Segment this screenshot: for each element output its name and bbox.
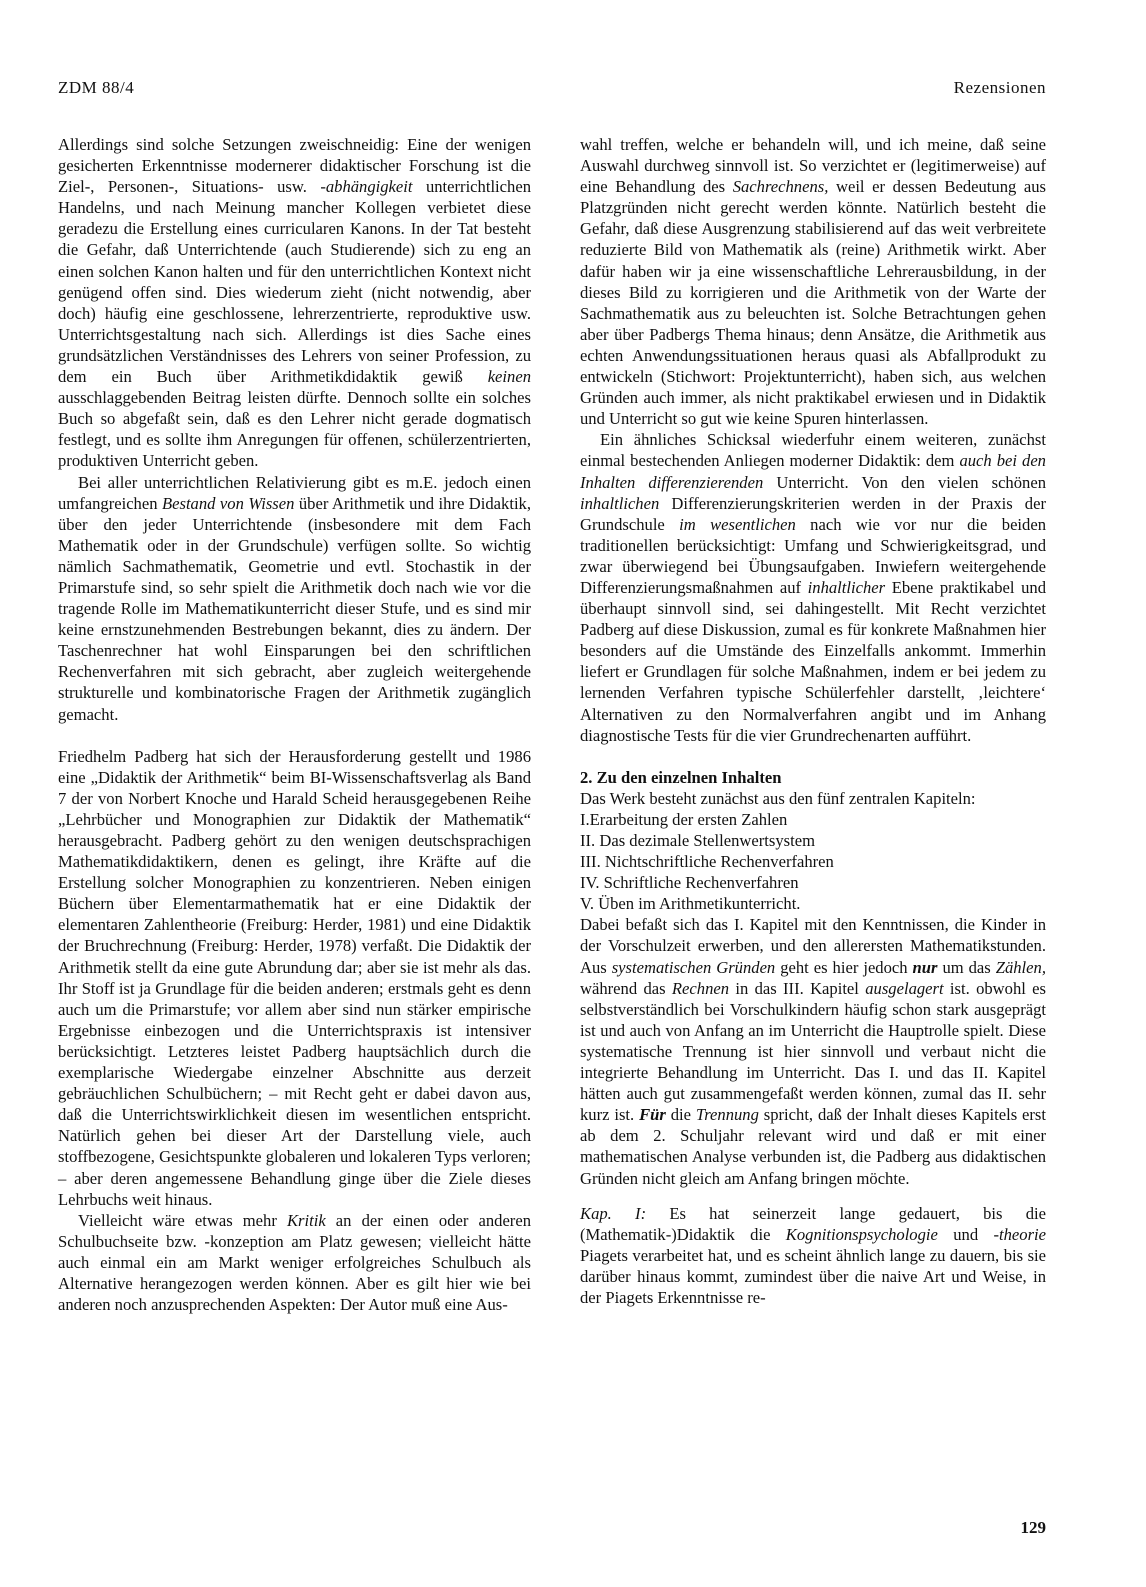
right-column	[580, 134, 1046, 1308]
emphasis: -theorie	[993, 1224, 1046, 1244]
paragraph	[580, 914, 1046, 1188]
emphasis: inhaltlicher	[807, 577, 886, 597]
text-run: Ebene praktikabel und überhaupt sinnvoll sind, sei dahingestellt. Mit Recht verzichtet Padberg auf diese Diskussion, zumal es für konkrete Maßnahmen hier besonders auf die Umstände des Einzelfalls ankommt. Immerhin liefert er Grundlagen für solche Maßnahmen, indem er bei jedem zu lernenden Verfahren typische Schülerfehler darstellt, ‚leichtere‘ Alternativen zu den Normalverfahren angibt und im Anhang diagnostische Tests für die vier Grundrechenarten aufführt.	[580, 577, 1046, 745]
paragraph-gap	[58, 725, 531, 746]
paragraph	[580, 429, 1046, 745]
section-heading: 2. Zu den einzelnen Inhalten	[580, 767, 782, 787]
text-run: Piagets verarbeitet hat, und es scheint ähnlich lange zu dauern, bis sie darüber hinaus kommt, zumindest über die naive Art und Weise, in der Piagets Erkenntnisse re-	[580, 1245, 1046, 1307]
page-number: 129	[1020, 1518, 1046, 1537]
text-run: während das	[580, 978, 672, 998]
text-run: über Arithmetik und ihre Didaktik, über den jeder Unterrichtende (insbesondere mit dem Fach Mathematik oder in der Grundschule) verfügen sollte. So wichtig nämlich Sachmathematik, Geometrie und evtl. Stochastik in der Primarstufe sind, so sehr spielt die Arithmetik doch nach wie vor die tragende Rolle im Mathematikunterricht dieser Stufe, und es sind mir keine ernstzunehmenden Bestrebungen bekannt, dies zu ändern. Der Taschenrechner hat wohl Einsparungen bei den schriftlichen Rechenverfahren mit sich gebracht, aber zugleich weitergehende strukturelle und kombinatorische Fragen der Arithmetik zugänglich gemacht.	[58, 493, 531, 724]
chapter-label: Kap. I:	[580, 1203, 647, 1223]
text-run: Bei aller unterrichtlichen Relativierung gibt es m.E. jedoch einen umfangreichen	[58, 472, 531, 513]
text-run: an der einen oder anderen Schulbuchseite bzw. -konzeption am Platz gewesen; vielleicht hätte auch einmal ein am Markt weniger erfolgreiches Schulbuch als Alternative herangezogen werden können. Aber es gilt hier wie bei anderen noch anzusprechenden Aspekten: Der Autor muß eine Aus-	[58, 1210, 532, 1315]
paragraph	[58, 1210, 531, 1315]
text-run: Unterricht. Von den vielen schönen	[763, 472, 1046, 492]
journal-header: ZDM 88/4	[58, 78, 135, 97]
emphasis: Bestand von Wissen	[161, 493, 295, 513]
chapter-item: V. Üben im Arithmetikunterricht.	[580, 894, 801, 914]
text-run: Differenzierungskriterien werden in der Praxis der Grundschule	[580, 493, 1046, 534]
paragraph: Friedhelm Padberg hat sich der Herausforderung gestellt und 1986 eine „Didaktik der Arithmetik“ beim BI-Wissenschaftsverlag als Band 7 der von Norbert Knoche und Harald Scheid herausgegebenen Reihe „Lehrbücher und Monographien zur Didaktik der Mathematik“ herausgebracht. Padberg gehört zu den wenigen deutschsprachigen Mathematikdidaktikern, denen es gelingt, ihre Kräfte auf die Erstellung solcher Monographien zu konzentrieren. Neben einigen Büchern über Elementarmathematik hat er eine Didaktik der elementaren Zahlentheorie (Freiburg: Herder, 1981) und eine Didaktik der Bruchrechnung (Freiburg: Herder, 1978) verfaßt. Die Didaktik der Arithmetik stellt da eine gute Abrundung dar; aber sie ist mehr als das. Ihr Stoff ist ja Grundlage für die beiden anderen; erstmals geht es denn auch um die Primarstufe; vor allem aber sind nun stärker empirische Ergebnisse einbezogen und die Unterrichtspraxis ist intensiver berücksichtigt. Letzteres leistet Padberg hauptsächlich durch die exemplarische Wiedergabe einzelner Abschnitte aus derzeit gebräuchlichen Schulbüchern; – mit Recht geht er dabei davon aus, daß die Unterrichtswirklichkeit diesen im wesentlichen entspricht. Natürlich gehen bei dieser Art der Darstellung viele, auch stoffbezogene, Gesichtspunkte globaleren und lokaleren Typs verloren; – aber deren angemessene Behandlung ginge über die Ziele dieses Lehrbuchs weit hinaus.	[58, 746, 531, 1209]
text-run: Ein ähnliches Schicksal wiederfuhr einem weiteren, zunächst einmal bestechenden Anliegen moderner Didaktik: dem	[580, 430, 1046, 471]
paragraph	[58, 134, 531, 472]
text-run: unterrichtlichen Handelns, und nach Meinung mancher Kollegen verbietet diese geradezu die Erstellung eines curricularen Kanons. In der Tat besteht die Gefahr, daß Unterrichtende (auch Studierende) sich zu eng an einen solchen Kanon halten und für den unterrichtlichen Kontext nicht genügend offen sind. Dies wiederum zieht (nicht notwendig, aber doch) häufig eine geschlossene, lehrerzentrierte, reproduktive usw. Unterrichtsgestaltung nach sich. Allerdings ist dies Sache eines grundsätzlichen Verständnisses des Lehrers von seiner Profession, zu dem ein Buch über Arithmetikdidaktik gewiß	[58, 177, 531, 387]
text-run: ist. obwohl es selbstverständlich bei Vorschulkindern häufig schon stark ausgeprägt ist und auch von Anfang an im Unterricht die Hauptrolle spielt. Diese systematische Trennung ist hier sinnvoll und verbaut nicht die integrierte Behandlung im Unterricht. Das I. und das II. Kapitel hätten auch gut zusammengefaßt werden können, zumal das II. sehr kurz ist.	[580, 978, 1047, 1125]
emphasis: Rechnen	[671, 978, 730, 998]
text-run: Allerdings sind solche Setzungen zweischneidig: Eine der wenigen gesicherten Erkenntnisse modernerer didaktischer Forschung ist die Ziel-, Personen-, Situations- usw.	[58, 135, 531, 197]
text-run: Vielleicht wäre etwas mehr	[78, 1210, 287, 1230]
paragraph	[580, 1203, 1046, 1308]
emphasis: im wesentlichen	[679, 514, 796, 534]
paragraph	[580, 134, 1046, 429]
emphasis: Trennung	[695, 1105, 759, 1125]
text-run: geht es hier jedoch	[775, 957, 913, 977]
emphasis: systematischen Gründen	[611, 957, 776, 977]
chapter-list	[580, 809, 1046, 914]
left-column	[58, 134, 531, 1315]
text-run: nach wie vor nur die beiden traditionellen berücksichtigt: Umfang und Schwierigkeitsgrad, und zwar überwiegend bei Übungsaufgaben. Inwiefern weitergehende Differenzierungsmaßnahmen auf	[580, 514, 1046, 597]
emphasis: Kognitionspsychologie	[785, 1224, 938, 1244]
emphasis: -abhängigkeit	[320, 177, 413, 197]
emphasis: Zählen,	[995, 957, 1046, 977]
text-run: in das III. Kapitel	[729, 978, 866, 998]
chapter-item: I.Erarbeitung der ersten Zahlen	[580, 809, 788, 829]
text-run: wahl treffen, welche er behandeln will, und ich meine, daß seine Auswahl durchweg sinnvoll ist. So verzichtet er (legitimerweise) auf eine Behandlung des	[580, 135, 1046, 197]
paragraph	[58, 472, 531, 725]
text-run: Es hat seinerzeit lange gedauert, bis die (Mathematik-)Didaktik die	[580, 1203, 1046, 1244]
emphasis: keinen	[487, 367, 531, 387]
text-run: weil er dessen Bedeutung aus Platzgründen nicht gerecht werden könnte. Natürlich besteht die Gefahr, daß diese Ausgrenzung stabilisierend auf das weit verbreitete reduzierte Bild von Mathematik als (reine) Arithmetik wirkt. Aber dafür haben wir ja eine wissenschaftliche Lehrerausbildung, in der dieses Bild zu korrigieren und die Arithmetik von der Warte der Sachmathematik aus zu beleuchten ist. Solche Betrachtungen gehen aber über Padbergs Thema hinaus; denn Ansätze, die Arithmetik aus echten Anwendungssituationen heraus quasi als Abfallprodukt zu entwickeln (Stichwort: Projektunterricht), haben sich, aus welchen Gründen auch immer, als nicht praktikabel erwiesen und in Didaktik und Unterricht so gut wie keine Spuren hinterlassen.	[580, 177, 1046, 429]
text-run: die	[665, 1105, 696, 1125]
text-run: Dabei befaßt sich das I. Kapitel mit den Kenntnissen, die Kinder in der Vorschulzeit erwerben, und den allerersten Mathematikstunden. Aus	[580, 915, 1046, 977]
emphasis: Sachrechnens,	[732, 177, 829, 197]
text-run: und	[937, 1224, 994, 1244]
emphasis: ausgelagert	[865, 978, 944, 998]
paragraph-gap	[580, 746, 1046, 767]
text-run: um das	[937, 957, 996, 977]
chapter-item: II. Das dezimale Stellenwertsystem	[580, 831, 816, 850]
text-run: spricht, daß der Inhalt dieses Kapitels erst ab dem 2. Schuljahr relevant wird und daß er mit einer mathematischen Analyse verbunden ist, die Padberg aus didaktischen Gründen nicht gleich am Anfang bringen möchte.	[580, 1105, 1047, 1188]
emphasis: nur	[912, 957, 938, 977]
chapter-item: IV. Schriftliche Rechenverfahren	[580, 873, 799, 893]
section-header: Rezensionen	[953, 78, 1046, 97]
section-intro: Das Werk besteht zunächst aus den fünf zentralen Kapiteln:	[580, 788, 976, 808]
emphasis: inhaltlichen	[580, 493, 660, 513]
chapter-item: III. Nichtschriftliche Rechenverfahren	[580, 852, 834, 872]
emphasis: Für	[639, 1105, 666, 1125]
emphasis: Kritik	[286, 1210, 326, 1230]
emphasis: auch bei den Inhalten differenzierenden	[580, 451, 1046, 492]
paragraph-gap	[580, 1189, 1046, 1203]
text-run: ausschlaggebenden Beitrag leisten dürfte. Dennoch sollte ein solches Buch so abgefaßt sein, daß es den Lehrer nicht gerade dogmatisch festlegt, und es sollte ihm Anregungen für offenen, schülerzentrierten, produktiven Unterricht geben.	[58, 388, 531, 471]
